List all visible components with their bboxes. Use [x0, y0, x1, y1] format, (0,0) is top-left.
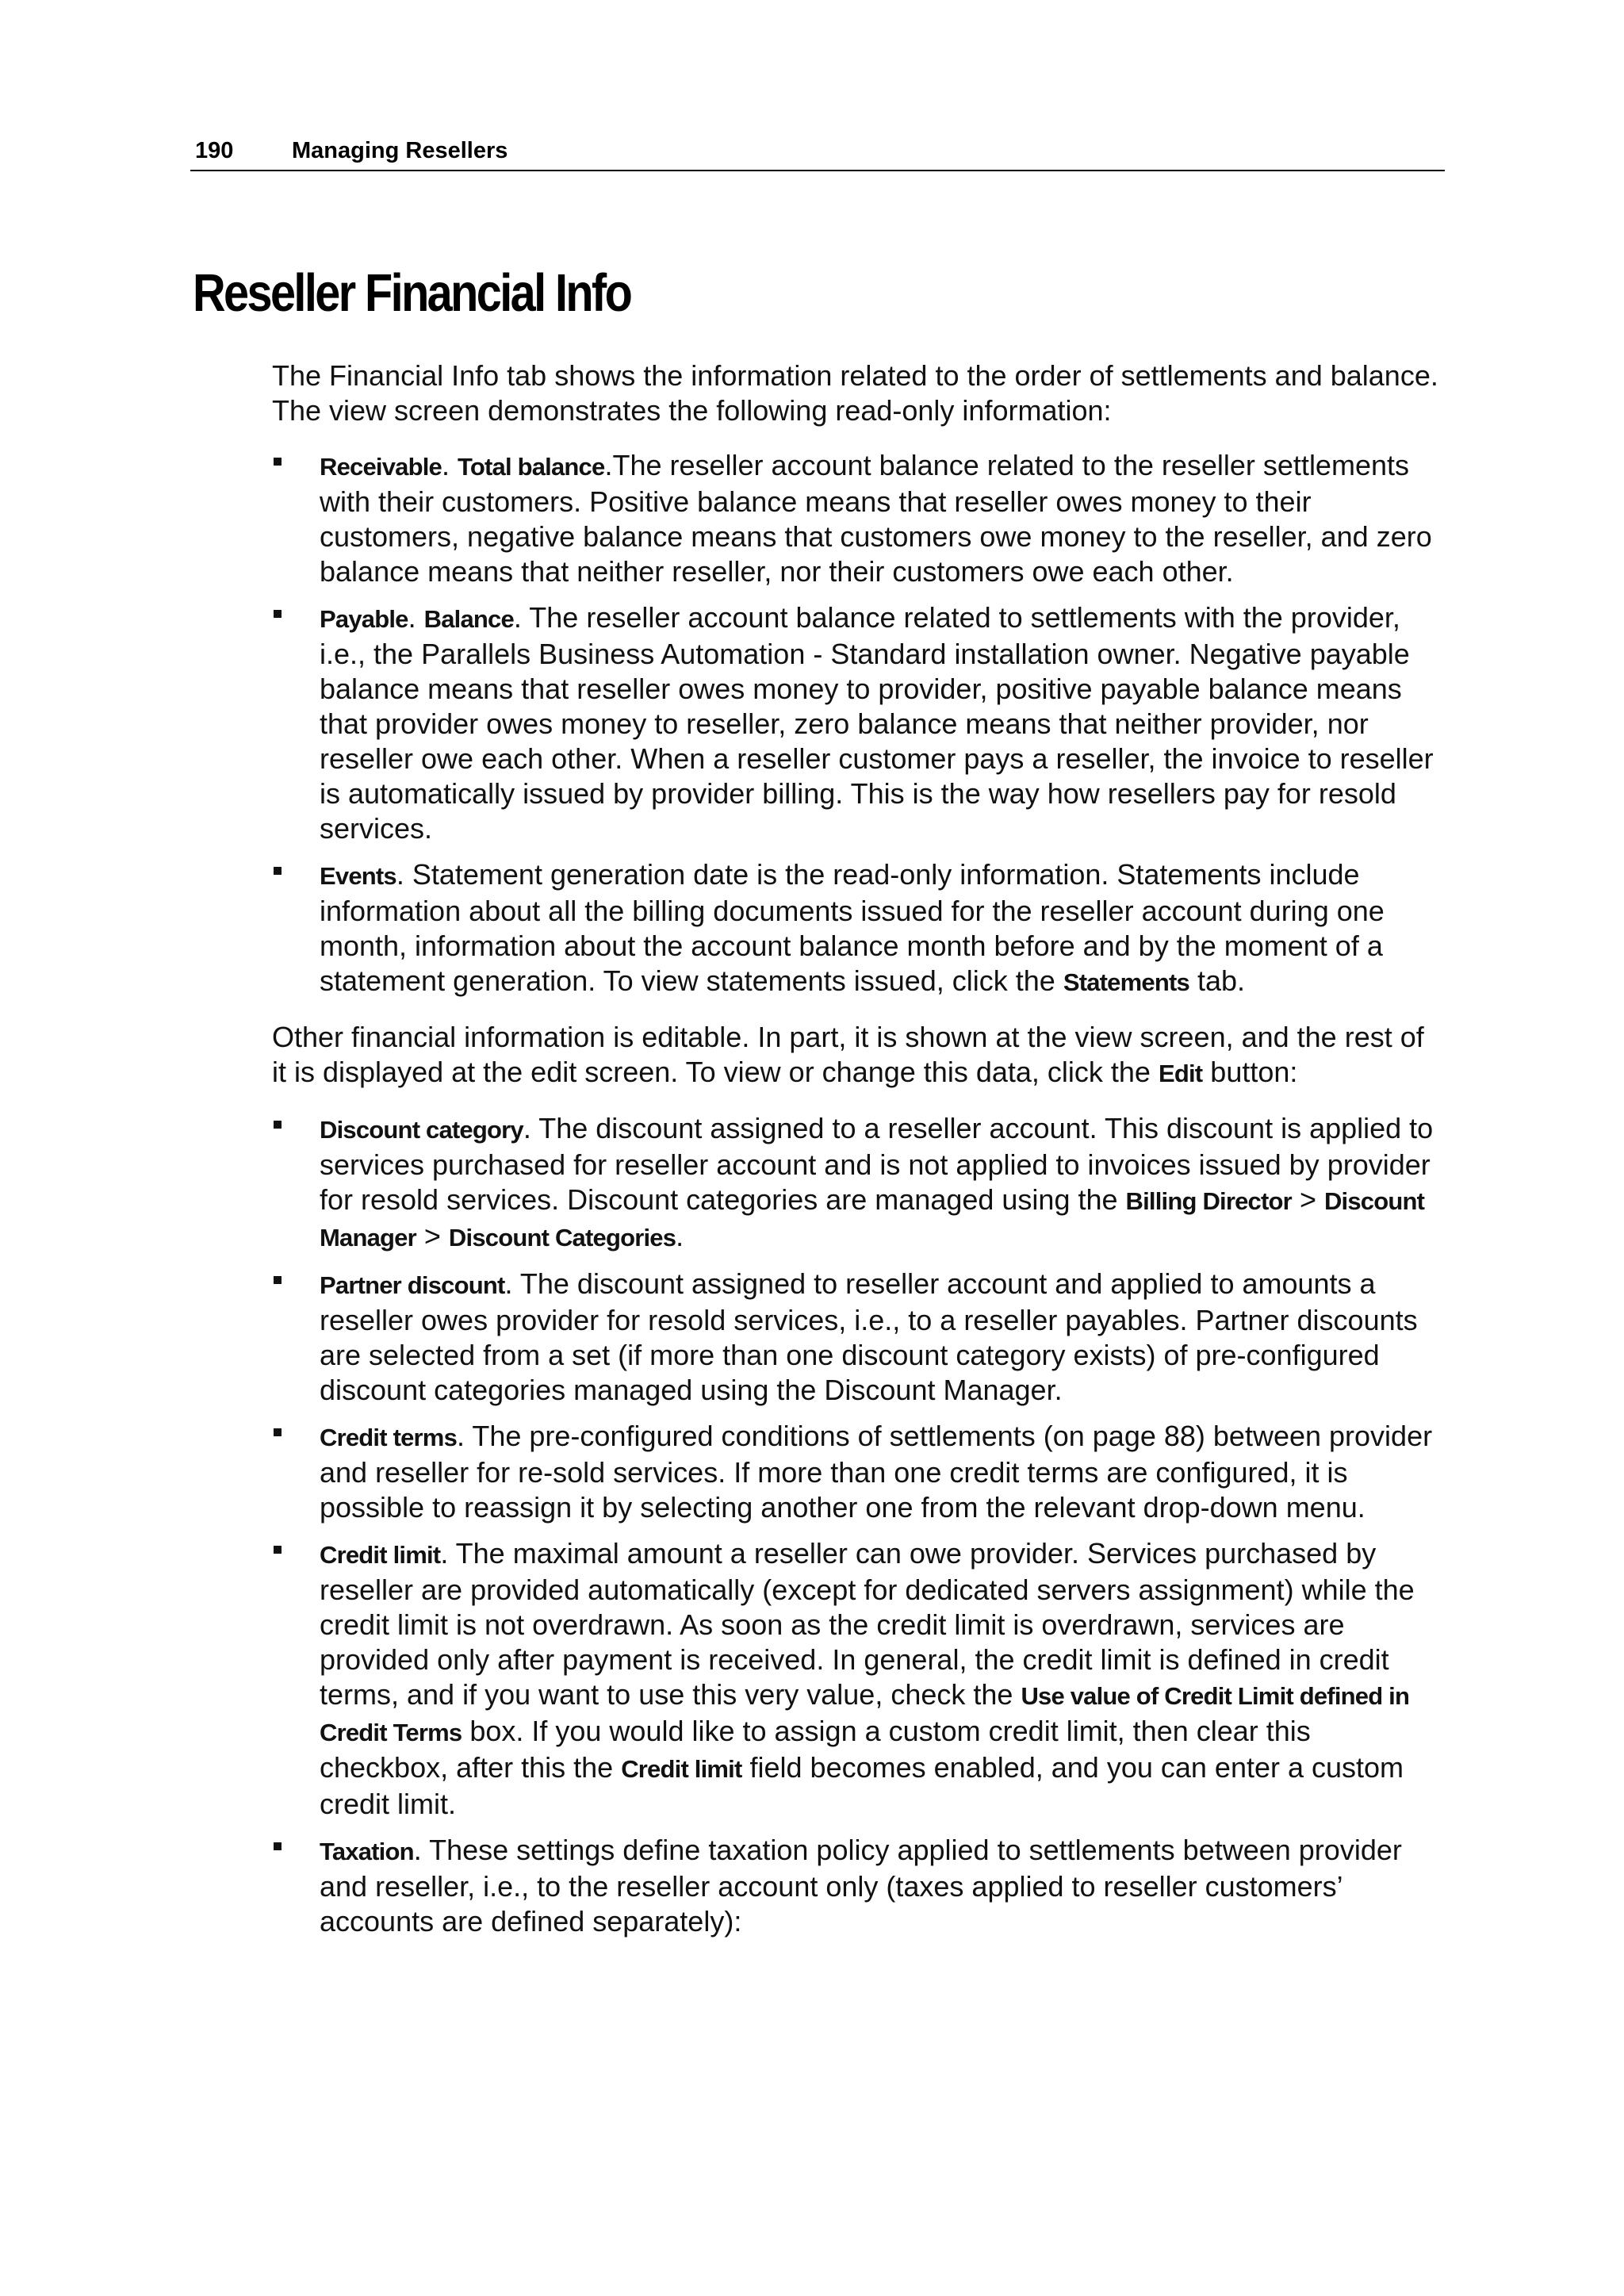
- term-credit-terms: Credit terms: [320, 1424, 458, 1451]
- bullet-icon: [274, 1546, 282, 1554]
- bullet-icon: [274, 610, 282, 618]
- term-payable: Payable: [320, 605, 408, 633]
- bullet-icon: [274, 867, 282, 875]
- term-discount-category: Discount category: [320, 1116, 523, 1144]
- editable-info-list: [272, 1111, 1446, 1939]
- bullet-icon: [274, 458, 282, 466]
- bullet-icon: [274, 1428, 282, 1436]
- list-item-discount-category: Discount category. The discount assigned to a reseller account. This discount is applied to services purchased for reseller account and is not applied to invoices issued by provider for resold services. Discount categories are managed using the Billing Director > Discount Manager > Discount Categories.: [272, 1111, 1446, 1255]
- term-total-balance: Total balance: [458, 453, 605, 481]
- use-credit-limit-checkbox-reference: Use value of Credit Limit defined in Credit Terms: [320, 1682, 1410, 1746]
- page-title: Reseller Financial Info: [193, 263, 631, 323]
- term-taxation: Taxation: [320, 1838, 414, 1865]
- list-item-credit-terms: [272, 1419, 1446, 1525]
- running-header: [190, 135, 1445, 171]
- payable-description: The reseller account balance related to settlements with the provider, i.e., the Parallels Business Automation - Standard installation owner. Negative payable balance means that reseller owes money to provider, positive payable balance means that provider owes money to reseller, zero balance means that neither provider, nor reseller owe each other. When a reseller customer pays a reseller, the invoice to reseller is automatically issued by provider billing. This is the way how resellers pay for resold services.: [320, 601, 1434, 845]
- list-item-receivable: Receivable. Total balance.The reseller account balance related to the reseller settlements with their customers. Positive balance means that reseller owes money to their customers, negative balance means that customers owe money to the reseller, and zero balance means that neither reseller, nor their customers owe each other.: [272, 448, 1446, 589]
- credit-limit-field-reference: Credit limit: [621, 1755, 742, 1783]
- readonly-info-list: [272, 448, 1446, 1000]
- credit-limit-description: . The maximal amount a reseller can owe provider. Services purchased by reseller are provided automatically (except for dedicated servers assignment) while the credit limit is not overdrawn. As soon as the credit limit is overdrawn, services are provided only after payment is received. In general, the credit limit is defined in credit terms, and if you want to use this very value, check the: [320, 1537, 1415, 1711]
- menu-path-billing-director: Billing Director: [1125, 1187, 1292, 1215]
- term-balance: Balance: [423, 605, 514, 633]
- discount-category-description: . The discount assigned to a reseller account. This discount is applied to services purchased for reseller account and is not applied to invoices issued by provider for resold services. Discount categories are managed using the: [320, 1112, 1434, 1216]
- credit-terms-description: . The pre-configured conditions of settlements (on page 88) between provider and reseller for re-sold services. If more than one credit terms are configured, it is possible to reassign it by selecting another one from the relevant drop-down menu.: [320, 1420, 1433, 1524]
- term-credit-limit: Credit limit: [320, 1541, 441, 1569]
- taxation-description: . These settings define taxation policy applied to settlements between provider and reseller, i.e., to the reseller account only (taxes applied to reseller customers’ accounts are defined separately):: [320, 1834, 1402, 1938]
- list-item-events: Events. Statement generation date is the read-only information. Statements include information about all the billing documents issued for the reseller account during one month, information about the account balance month before and by the moment of a statement generation. To view statements issued, click the Statements tab.: [272, 857, 1446, 1000]
- term-receivable: Receivable: [320, 453, 442, 481]
- bullet-icon: [274, 1842, 282, 1850]
- term-partner-discount: Partner discount: [320, 1271, 505, 1299]
- events-description: . Statement generation date is the read-only information. Statements include information about all the billing documents issued for the reseller account during one month, information about the account balance month before and by the moment of a statement generation. To view statements issued, click the: [320, 858, 1385, 997]
- bullet-icon: [274, 1121, 282, 1129]
- receivable-description: The reseller account balance related to the reseller settlements with their customers. Positive balance means that reseller owes money to their customers, negative balance means that customers owe money to the reseller, and zero balance means that neither reseller, nor their customers owe each other.: [320, 449, 1432, 588]
- menu-path-discount-categories: Discount Categories: [448, 1224, 676, 1251]
- list-item-partner-discount: [272, 1267, 1446, 1408]
- intro-paragraph: The Financial Info tab shows the information related to the order of settlements and balance. The view screen demonstrates the following read-only information:: [272, 359, 1438, 427]
- list-item-taxation: [272, 1833, 1446, 1939]
- menu-path-discount-manager: Discount Manager: [320, 1187, 1425, 1251]
- list-item-payable: Payable. Balance. The reseller account balance related to settlements with the provider, i.e., the Parallels Business Automation - Standard installation owner. Negative payable balance means that reseller owes money to provider, positive payable balance means that provider owes money to reseller, zero balance means that neither provider, nor reseller owe each other. When a reseller customer pays a reseller, the invoice to reseller is automatically issued by provider billing. This is the way how resellers pay for resold services.: [272, 600, 1446, 846]
- section-title: Managing Resellers: [292, 138, 508, 163]
- term-events: Events: [320, 862, 396, 890]
- editable-intro-paragraph: Other financial information is editable. In part, it is shown at the view screen, and the rest of it is displayed at the edit screen. To view or change this data, click the Edit button:: [272, 1021, 1424, 1088]
- list-item-credit-limit: Credit limit. The maximal amount a reseller can owe provider. Services purchased by reseller are provided automatically (except for dedicated servers assignment) while the credit limit is not overdrawn. As soon as the credit limit is overdrawn, services are provided only after payment is received. In general, the credit limit is defined in credit terms, and if you want to use this very value, check the Use value of Credit Limit defined in Credit Terms box. If you would like to assign a custom credit limit, then clear this checkbox, after this the Credit limit field becomes enabled, and you can enter a custom credit limit.: [272, 1536, 1446, 1822]
- edit-button-reference: Edit: [1158, 1060, 1203, 1087]
- statements-tab-reference: Statements: [1063, 968, 1189, 996]
- bullet-icon: [274, 1276, 282, 1284]
- partner-discount-description: . The discount assigned to reseller account and applied to amounts a reseller owes provider for resold services, i.e., to a reseller payables. Partner discounts are selected from a set (if more than one discount category exists) of pre-configured discount categories managed using the Discount Manager.: [320, 1267, 1418, 1406]
- body-content: [272, 358, 1446, 1959]
- page-number: 190: [195, 138, 234, 163]
